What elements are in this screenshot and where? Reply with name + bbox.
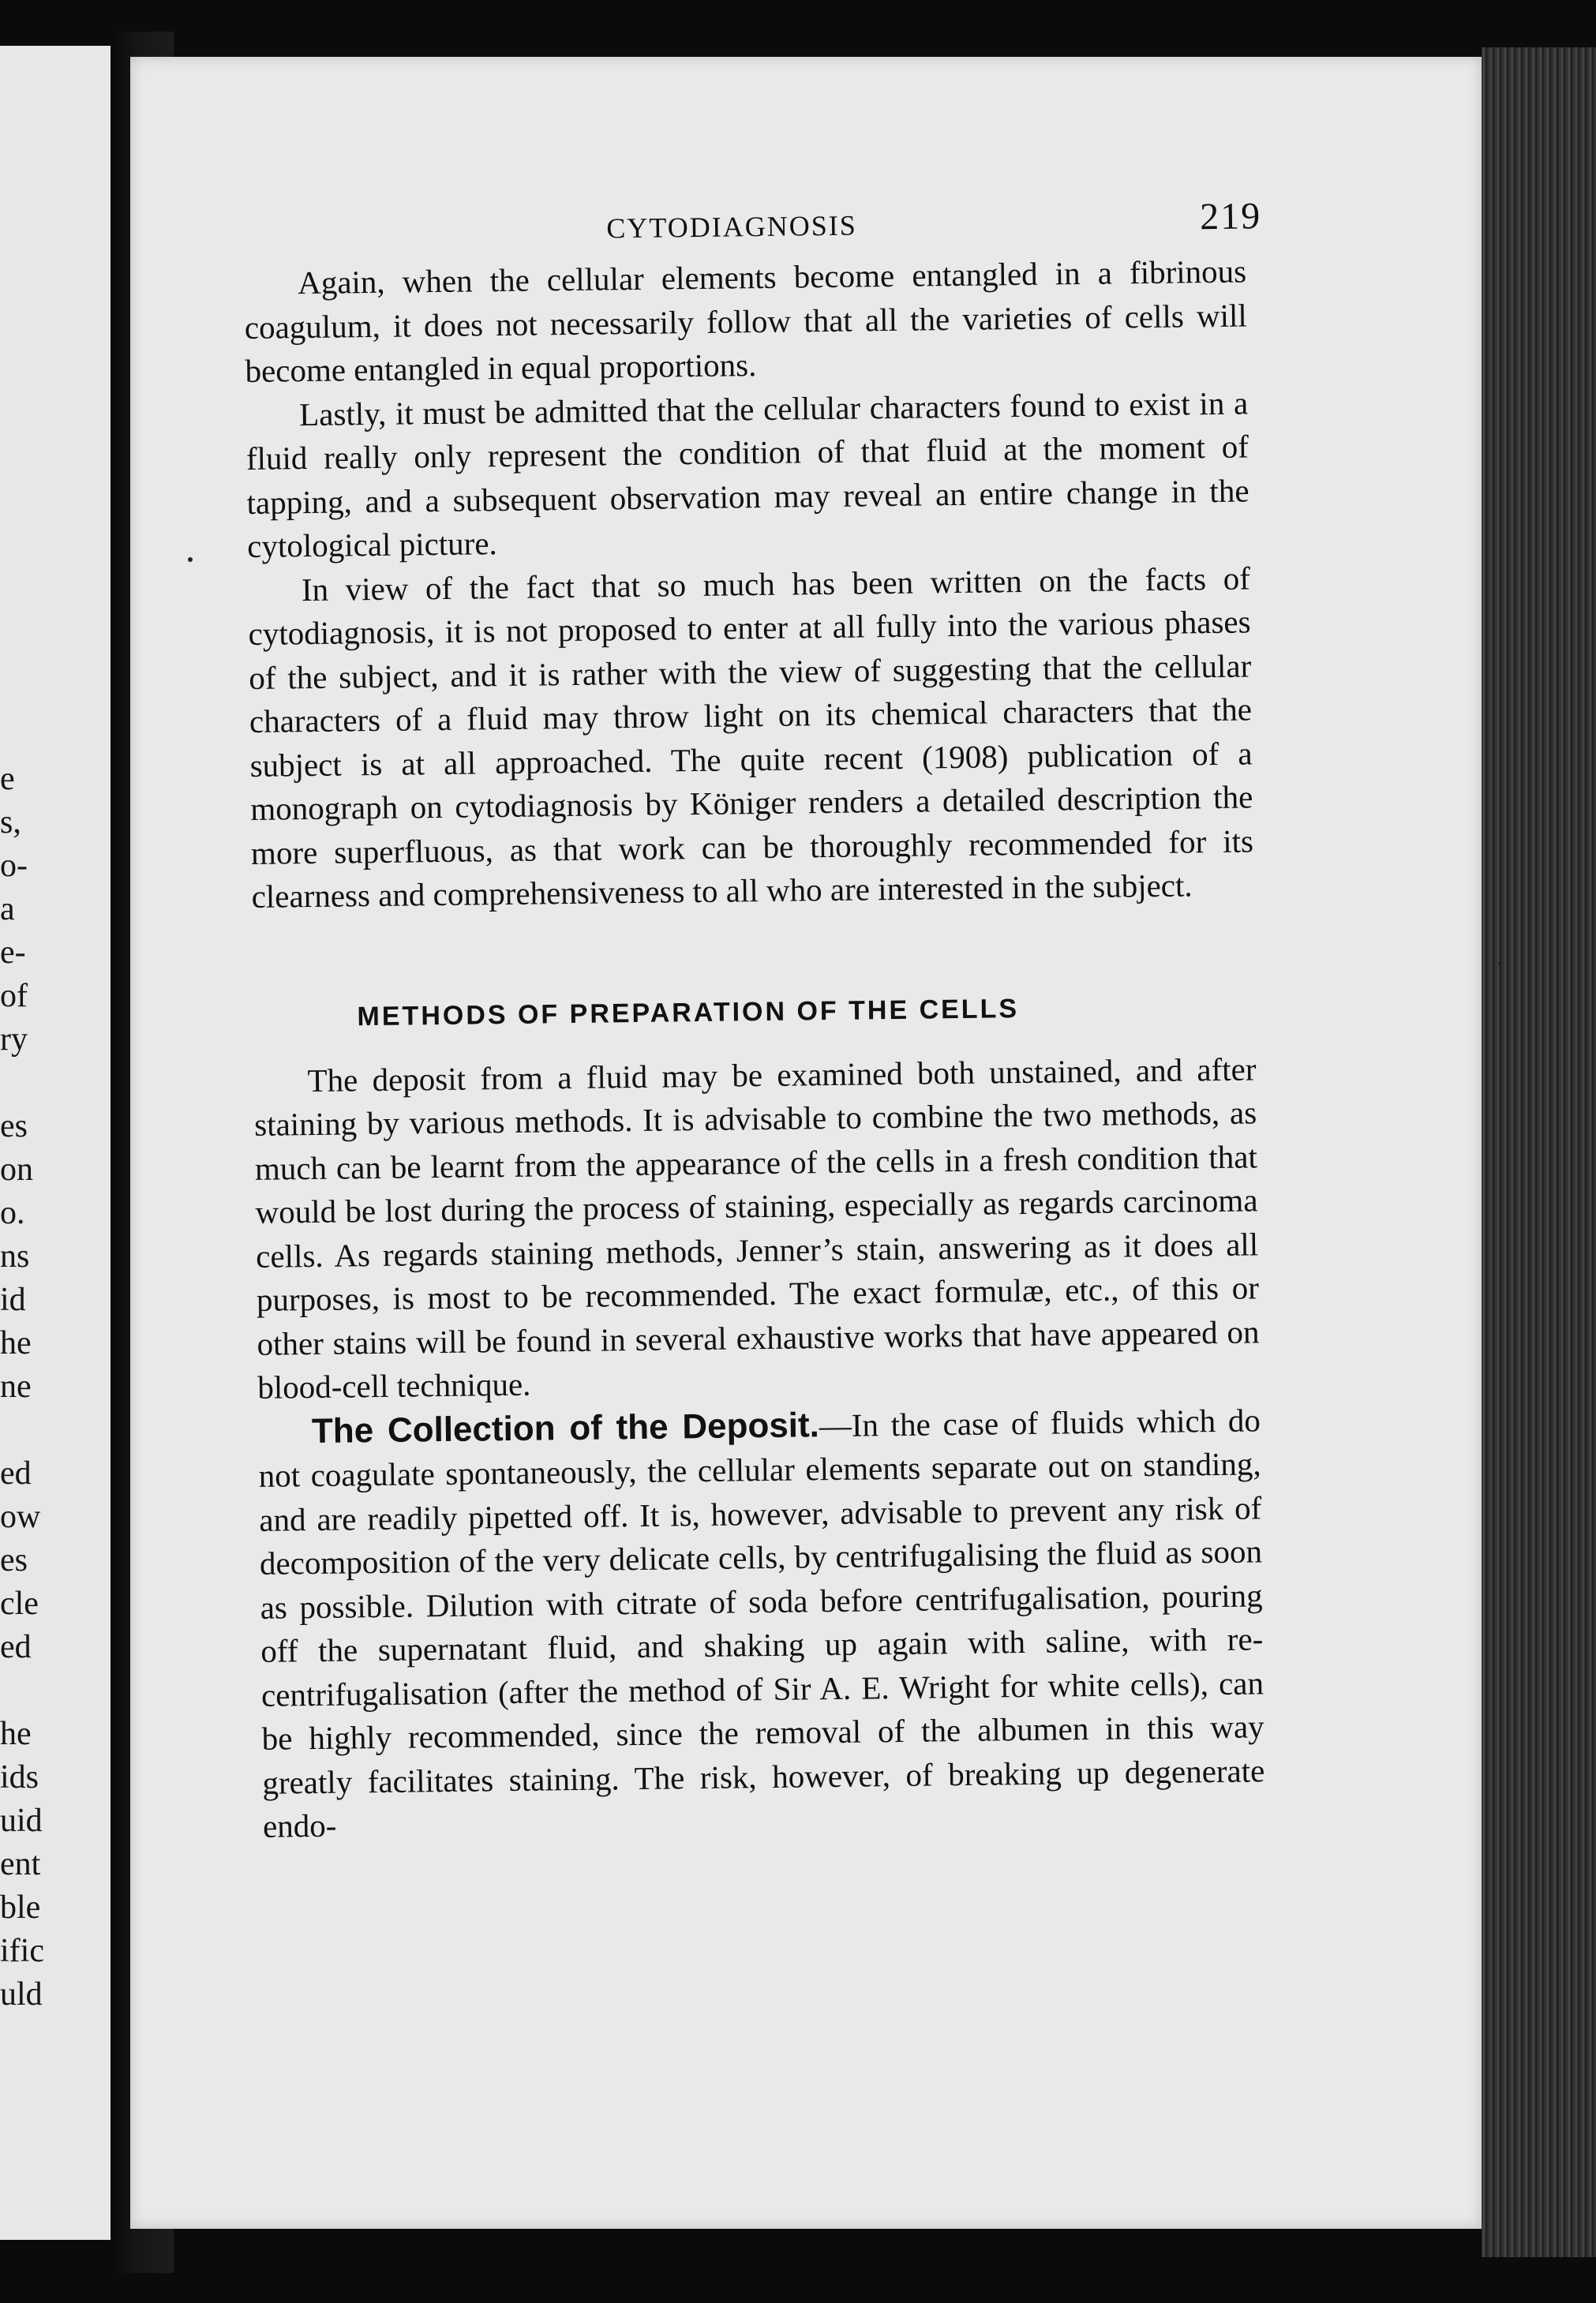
facing-page-fragment: s,	[0, 804, 21, 841]
facing-page-fragment: a	[0, 891, 15, 927]
facing-page-fragment: of	[0, 978, 28, 1014]
facing-page-fragment	[0, 1062, 111, 1105]
paragraph-with-run-in-heading	[258, 1398, 1266, 1848]
facing-page-fragment: on	[0, 1152, 33, 1188]
facing-page-fragment: o.	[0, 1195, 25, 1231]
facing-page-fragment: ry	[0, 1021, 28, 1058]
facing-page-fragment: ne	[0, 1369, 32, 1405]
facing-page-fragment: id	[0, 1282, 26, 1318]
facing-page-fragment: es	[0, 1542, 28, 1578]
facing-page-fragment	[0, 1409, 111, 1452]
page-number: 219	[1199, 195, 1262, 238]
run-in-heading: The Collection of the Deposit.	[311, 1405, 820, 1451]
facing-page-fragment: ed	[0, 1629, 32, 1665]
paragraph: In view of the fact that so much has been written on the facts of cytodiagnosis, it is not proposed to enter at all fully into the various phases of the subject, and it is rather with the view of suggesting that the cellular characters of a fluid may throw light on its chemical characters that the subject is at all approached. The quite recent (1908) publication of a monograph on cytodiagnosis by Königer renders a detailed description the more superfluous, as that work can be thoroughly recommended for its clearness and comprehensiveness to all who are interested in the subject.	[248, 559, 1254, 915]
paragraph-body: —In the case of fluids which do not coagulate spontaneously, the cellular elements separate out on standing, and are readily pipetted off. It is, however, advisable to prevent any risk of decomposition of the very delicate cells, by centrifugalising the fluid as soon as possible. Dilution with citrate of soda before centrifugalisation, pouring off the supernatant fluid, and shaking up again with saline, with re-centrifugalisation (after the method of Sir A. E. Wright for white cells), can be highly recommended, since the removal of the albumen in this way greatly facilitates staining. The risk, however, of breaking up degenerate endo-	[258, 1401, 1265, 1844]
facing-page-fragment: e	[0, 761, 15, 797]
page-edge-stack	[1482, 47, 1596, 2257]
facing-page-fragment: uid	[0, 1803, 43, 1839]
facing-page-fragment: ble	[0, 1889, 41, 1926]
facing-page-fragment: ed	[0, 1455, 32, 1492]
facing-page-fragment: uld	[0, 1976, 43, 2013]
facing-page-fragment: ow	[0, 1499, 41, 1535]
facing-page-fragment: cle	[0, 1586, 39, 1622]
paragraph: Lastly, it must be admitted that the cellular characters found to exist in a fluid really only represent the condition of that fluid at the moment of tapping, and a subsequent observation may reveal an entire change in the cytological picture.	[245, 384, 1249, 564]
paragraph: The deposit from a fluid may be examined both unstained, and after staining by various methods. It is advisable to combine the two methods, as much can be learnt from the appearance of the cells in a fresh condition that would be lost during the process of staining, especially as regards carcinoma cells. As regards staining methods, Jenner’s stain, answering as it does all purposes, is most to be recommended. The exact formulæ, etc., of this or other stains will be found in several exhaustive works that have appeared on blood-cell technique.	[253, 1050, 1260, 1406]
facing-page-fragment: es	[0, 1108, 28, 1144]
facing-page-fragment: ns	[0, 1238, 30, 1275]
facing-page-fragment: e-	[0, 934, 26, 971]
print-speck	[1498, 961, 1502, 965]
facing-page-fragment: he	[0, 1325, 32, 1361]
facing-page-fragment: ids	[0, 1759, 39, 1796]
facing-page-fragment: he	[0, 1716, 32, 1752]
print-speck	[188, 557, 193, 562]
facing-page-text-edge	[0, 758, 111, 2017]
facing-page-fragment: o-	[0, 848, 28, 884]
running-title: CYTODIAGNOSIS	[606, 209, 857, 245]
facing-page-fragment: ific	[0, 1933, 44, 1969]
facing-page-fragment	[0, 1669, 111, 1713]
page-content	[243, 194, 1265, 1848]
section-heading: METHODS OF PREPARATION OF THE CELLS	[357, 993, 1020, 1032]
facing-page-fragment: ent	[0, 1846, 41, 1882]
paragraph: Again, when the cellular elements become entangled in a fibrinous coagulum, it does not necessarily follow that all the varieties of cells will become entangled in equal proportions.	[244, 253, 1248, 389]
